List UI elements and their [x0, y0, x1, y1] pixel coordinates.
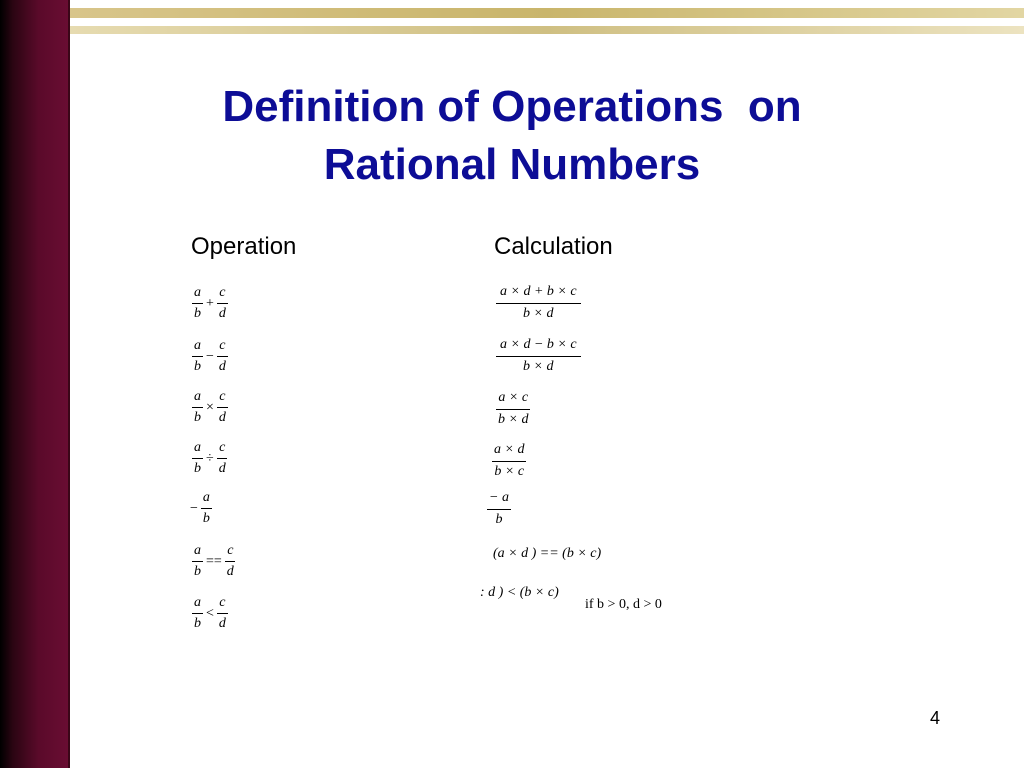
operation-less-than	[192, 595, 228, 631]
equality-symbol: ==	[206, 553, 222, 569]
operation-negation	[190, 491, 212, 526]
calculation-multiplication: $\frac{a \times c}{b \times d}$	[498, 390, 529, 427]
less-than-symbol: <	[206, 605, 214, 621]
calculation-equality: (a × d ) == (b × c)	[493, 546, 602, 561]
fraction: $\frac{a}{b}$	[194, 543, 201, 579]
calculation-negation: $\frac{- a}{b}$	[489, 490, 509, 527]
condition-text: if b > 0, d > 0	[585, 597, 662, 612]
slide-title-line-1: Definition of Operations on	[222, 82, 802, 131]
sidebar-edge	[68, 0, 70, 768]
calculation-less-than: : d ) < (b × c)	[480, 585, 559, 600]
slide-title-line-2: Rational Numbers	[323, 140, 701, 189]
operation-multiplication	[192, 389, 228, 425]
fraction: $\frac{a}{b}$	[194, 338, 201, 374]
calculation-division: $\frac{a \times d}{b \times c}$	[494, 442, 525, 479]
fraction: $\frac{a}{b}$	[194, 595, 201, 631]
fraction: $\frac{c}{d}$	[226, 543, 234, 579]
operation-column-header: Operation	[191, 233, 297, 260]
minus-symbol: −	[190, 500, 198, 516]
fraction: $\frac{a}{b}$	[194, 389, 201, 425]
top-stripe-secondary	[70, 26, 1024, 34]
fraction: $\frac{a}{b}$	[194, 440, 201, 476]
divide-symbol: ÷	[206, 450, 214, 466]
fraction: $\frac{c}{d}$	[218, 440, 226, 476]
fraction: $\frac{c}{d}$	[218, 595, 226, 631]
top-stripe	[70, 8, 1024, 18]
page-number: 4	[929, 708, 940, 728]
minus-symbol: −	[206, 348, 214, 364]
plus-symbol: +	[206, 295, 214, 311]
sidebar-decoration	[0, 0, 70, 768]
slide-title	[140, 78, 884, 194]
times-symbol: ×	[206, 399, 214, 415]
fraction: $\frac{c}{d}$	[218, 338, 226, 374]
calculation-addition: $\frac{a \times d + b \times c}{b \times d}$	[496, 285, 581, 321]
operation-division	[192, 440, 228, 476]
calculation-column-header: Calculation	[494, 233, 613, 260]
fraction: $\frac{a}{b}$	[194, 285, 201, 321]
operation-subtraction	[192, 338, 228, 374]
fraction: $\frac{c}{d}$	[218, 389, 226, 425]
fraction: $\frac{c}{d}$	[218, 285, 226, 321]
fraction: $\frac{a}{b}$	[202, 490, 210, 526]
operation-addition	[192, 285, 228, 321]
operation-equality	[192, 543, 236, 579]
calculation-subtraction: $\frac{a \times d - b \times c}{b \times d}$	[496, 338, 581, 374]
